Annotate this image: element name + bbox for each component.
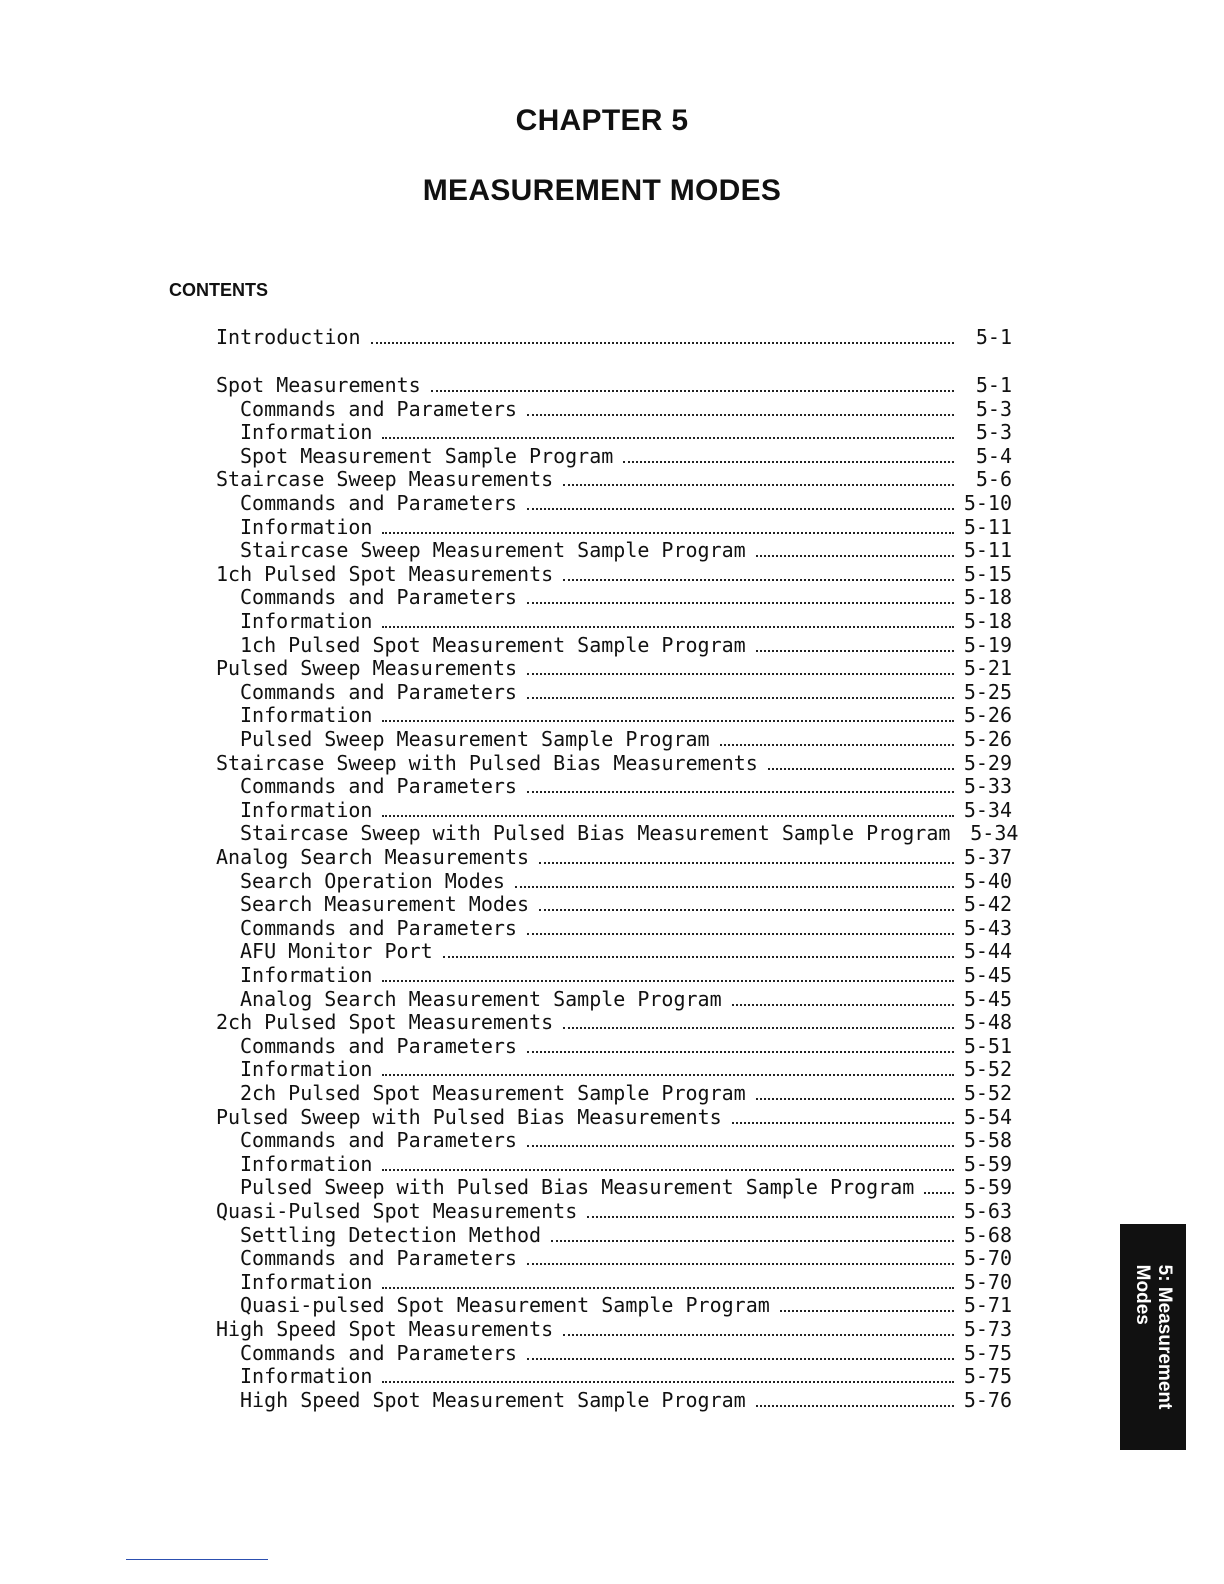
- toc-entry[interactable]: [216, 420, 1012, 444]
- toc-entry-title: Commands and Parameters: [240, 1033, 517, 1058]
- toc-entry[interactable]: [216, 1105, 1012, 1129]
- toc-dot-leader: [780, 1310, 954, 1312]
- toc-entry-page: 5-15: [963, 561, 1012, 586]
- toc-entry[interactable]: [216, 656, 1012, 680]
- toc-dot-leader: [371, 342, 955, 344]
- toc-dot-leader: [551, 1240, 954, 1242]
- toc-entry-page: 5-71: [963, 1293, 1012, 1318]
- toc-entry-title: Search Measurement Modes: [240, 892, 529, 917]
- toc-entry-page: 5-58: [963, 1128, 1012, 1153]
- toc-entry-title: Information: [240, 514, 373, 539]
- toc-entry-page: 5-26: [963, 703, 1012, 728]
- toc-dot-leader: [527, 1358, 954, 1360]
- toc-entry[interactable]: [216, 821, 1019, 846]
- toc-entry-title: Information: [240, 797, 373, 822]
- toc-entry-page: 5-70: [963, 1246, 1012, 1271]
- toc-entry[interactable]: [216, 562, 1012, 586]
- toc-dot-leader: [382, 815, 954, 817]
- toc-entry-page: 5-25: [963, 679, 1012, 704]
- toc-entry-title: Staircase Sweep with Pulsed Bias Measurements: [216, 750, 758, 775]
- toc-entry[interactable]: [216, 538, 1012, 562]
- toc-entry-title: Commands and Parameters: [240, 679, 517, 704]
- toc-entry-page: 5-18: [963, 609, 1012, 633]
- toc-entry[interactable]: [216, 774, 1012, 798]
- toc-entry[interactable]: [216, 963, 1012, 987]
- toc-entry-title: Information: [240, 1057, 373, 1082]
- side-tab-line-2: Modes: [1132, 1264, 1153, 1325]
- toc-entry[interactable]: [216, 325, 1012, 349]
- contents-heading: CONTENTS: [169, 280, 268, 300]
- toc-entry[interactable]: [216, 467, 1012, 491]
- toc-dot-leader: [924, 1192, 954, 1194]
- toc-dot-leader: [720, 744, 954, 746]
- toc-entry[interactable]: [216, 1199, 1012, 1223]
- toc-entry-title: Pulsed Sweep Measurement Sample Program: [240, 727, 710, 751]
- toc-entry-page: 5-59: [963, 1175, 1012, 1200]
- toc-entry-title: Commands and Parameters: [240, 774, 517, 799]
- toc-entry-page: 5-21: [963, 656, 1012, 681]
- toc-entry-page: 5-11: [963, 538, 1012, 563]
- toc-entry-page: 5-63: [963, 1199, 1012, 1223]
- toc-entry-page: 5-43: [963, 915, 1012, 940]
- toc-entry-page: 5-11: [963, 514, 1012, 539]
- toc-dot-leader: [527, 602, 954, 604]
- toc-entry-page: 5-1: [975, 325, 1012, 349]
- toc-entry-page: 5-44: [963, 939, 1012, 964]
- side-tab-line-1: 5: Measurement: [1154, 1264, 1175, 1410]
- toc-entry[interactable]: [216, 1293, 1012, 1317]
- toc-entry-title: Analog Search Measurement Sample Program: [240, 986, 722, 1011]
- toc-entry-title: Settling Detection Method: [240, 1222, 542, 1247]
- toc-dot-leader: [382, 980, 954, 982]
- toc-entry-title: Pulsed Sweep with Pulsed Bias Measurement Sample Program: [240, 1175, 915, 1200]
- toc-entry[interactable]: [216, 1246, 1012, 1270]
- toc-dot-leader: [382, 532, 954, 534]
- toc-entry-title: Information: [240, 963, 373, 987]
- toc-dot-leader: [756, 650, 954, 652]
- toc-entry-title: Staircase Sweep Measurement Sample Program: [240, 538, 746, 563]
- toc-entry-page: 5-52: [963, 1057, 1012, 1082]
- toc-dot-leader: [527, 1263, 954, 1265]
- toc-entry-title: Staircase Sweep Measurements: [216, 467, 554, 492]
- toc-entry[interactable]: [216, 869, 1012, 893]
- toc-entry-page: 5-40: [963, 868, 1012, 893]
- toc-entry-title: Information: [240, 420, 373, 445]
- toc-entry-page: 5-45: [963, 963, 1012, 987]
- toc-dot-leader: [563, 1027, 954, 1029]
- toc-entry-page: 5-19: [963, 632, 1012, 657]
- toc-entry[interactable]: [216, 892, 1012, 916]
- toc-entry[interactable]: [216, 1223, 1012, 1247]
- toc-entry-page: 5-48: [963, 1010, 1012, 1035]
- toc-entry-title: Commands and Parameters: [240, 1246, 517, 1271]
- toc-entry-title: Commands and Parameters: [240, 1128, 517, 1153]
- toc-entry[interactable]: [216, 680, 1012, 704]
- toc-dot-leader: [563, 484, 954, 486]
- toc-entry-page: 5-33: [963, 774, 1012, 799]
- toc-entry-page: 5-1: [975, 373, 1012, 397]
- toc-entry-title: Commands and Parameters: [240, 915, 517, 940]
- toc-entry[interactable]: [216, 397, 1012, 421]
- toc-dot-leader: [382, 1169, 954, 1171]
- toc-entry-page: 5-75: [963, 1364, 1012, 1389]
- toc-entry[interactable]: [216, 987, 1012, 1011]
- toc-entry[interactable]: [216, 939, 1012, 963]
- toc-entry-title: High Speed Spot Measurement Sample Program: [240, 1387, 746, 1412]
- toc-dot-leader: [527, 508, 954, 510]
- toc-entry[interactable]: [216, 444, 1012, 468]
- toc-entry[interactable]: [216, 609, 1012, 633]
- toc-entry[interactable]: [216, 798, 1012, 822]
- toc-entry[interactable]: [216, 727, 1012, 751]
- toc-entry-page: 5-18: [963, 585, 1012, 610]
- toc-entry-page: 5-45: [963, 986, 1012, 1011]
- toc-dot-leader: [756, 1098, 954, 1100]
- toc-entry-title: Pulsed Sweep Measurements: [216, 656, 518, 681]
- chapter-title: MEASUREMENT MODES: [422, 174, 782, 207]
- toc-entry-page: 5-29: [963, 750, 1012, 775]
- toc-entry-page: 5-73: [963, 1317, 1012, 1341]
- toc-entry-title: 1ch Pulsed Spot Measurements: [216, 561, 554, 586]
- toc-dot-leader: [382, 1287, 954, 1289]
- toc-entry[interactable]: [216, 1341, 1012, 1365]
- toc-entry-page: 5-4: [975, 443, 1012, 468]
- toc-entry-page: 5-70: [963, 1269, 1012, 1294]
- toc-dot-leader: [563, 579, 954, 581]
- chapter-side-tab[interactable]: [1120, 1224, 1186, 1450]
- toc-entry-page: 5-26: [963, 727, 1012, 751]
- toc-entry-title: Information: [240, 1364, 373, 1389]
- toc-entry-title: Quasi-Pulsed Spot Measurements: [216, 1199, 578, 1223]
- toc-entry-page: 5-42: [963, 892, 1012, 917]
- footnote-rule: [126, 1559, 268, 1560]
- toc-entry-page: 5-59: [963, 1151, 1012, 1176]
- toc-entry-page: 5-34: [963, 797, 1012, 822]
- toc-entry[interactable]: [216, 633, 1012, 657]
- toc-entry[interactable]: [216, 1081, 1012, 1105]
- toc-dot-leader: [756, 1405, 954, 1407]
- toc-entry-title: High Speed Spot Measurements: [216, 1317, 554, 1341]
- toc-dot-leader: [382, 1074, 954, 1076]
- toc-dot-leader: [515, 886, 954, 888]
- side-tab-label: [1131, 1265, 1175, 1410]
- toc-entry[interactable]: [216, 1057, 1012, 1081]
- toc-entry-title: Pulsed Sweep with Pulsed Bias Measurements: [216, 1104, 722, 1129]
- toc-dot-leader: [623, 461, 954, 463]
- toc-entry-page: 5-6: [975, 467, 1012, 492]
- toc-dot-leader: [382, 1381, 954, 1383]
- toc-entry-title: Search Operation Modes: [240, 868, 505, 893]
- toc-dot-leader: [527, 933, 954, 935]
- toc-entry[interactable]: [216, 1034, 1012, 1058]
- toc-entry-title: 2ch Pulsed Spot Measurements: [216, 1010, 554, 1035]
- toc-dot-leader: [382, 437, 954, 439]
- toc-entry-title: 2ch Pulsed Spot Measurement Sample Program: [240, 1081, 746, 1105]
- chapter-label: CHAPTER 5: [515, 104, 689, 137]
- toc-entry-title: Commands and Parameters: [240, 491, 517, 515]
- toc-entry-page: 5-52: [963, 1081, 1012, 1105]
- toc-entry-page: 5-10: [963, 491, 1012, 515]
- toc-dot-leader: [527, 414, 954, 416]
- toc-dot-leader: [563, 1334, 954, 1336]
- toc-dot-leader: [443, 956, 954, 958]
- toc-dot-leader: [382, 626, 954, 628]
- toc-dot-leader: [382, 720, 954, 722]
- toc-entry-title: Information: [240, 1269, 373, 1294]
- toc-dot-leader: [732, 1004, 954, 1006]
- toc-entry[interactable]: [216, 1010, 1012, 1034]
- toc-entry-title: 1ch Pulsed Spot Measurement Sample Program: [240, 632, 746, 657]
- toc-entry-title: Information: [240, 609, 373, 633]
- toc-entry-page: 5-51: [963, 1033, 1012, 1058]
- toc-dot-leader: [527, 1145, 954, 1147]
- toc-entry[interactable]: [216, 1175, 1012, 1199]
- toc-entry[interactable]: [216, 1317, 1012, 1341]
- toc-entry-page: 5-76: [963, 1387, 1012, 1412]
- toc-dot-leader: [756, 555, 954, 557]
- toc-entry-page: 5-3: [975, 420, 1012, 445]
- toc-entry-page: 5-54: [963, 1104, 1012, 1129]
- toc-dot-leader: [539, 862, 954, 864]
- toc-dot-leader: [431, 390, 954, 392]
- toc-entry-title: Information: [240, 703, 373, 728]
- toc-entry[interactable]: [216, 916, 1012, 940]
- toc-entry[interactable]: [216, 373, 1012, 397]
- toc-entry[interactable]: [216, 751, 1012, 775]
- toc-dot-leader: [732, 1122, 954, 1124]
- toc-entry-page: 5-3: [975, 396, 1012, 421]
- toc-entry-page: 5-34: [970, 821, 1019, 846]
- toc-entry-title: Information: [240, 1151, 373, 1176]
- toc-entry[interactable]: [216, 1270, 1012, 1294]
- toc-entry-title: Spot Measurements: [216, 373, 421, 397]
- toc-dot-leader: [527, 791, 954, 793]
- toc-entry-title: Quasi-pulsed Spot Measurement Sample Program: [240, 1293, 770, 1318]
- toc-entry[interactable]: [216, 845, 1012, 869]
- toc-entry-title: Analog Search Measurements: [216, 845, 530, 869]
- toc-entry-page: 5-37: [963, 845, 1012, 869]
- toc-entry-title: Staircase Sweep with Pulsed Bias Measurement Sample Program: [240, 821, 951, 846]
- toc-entry-title: Commands and Parameters: [240, 1340, 517, 1365]
- toc-entry-title: Commands and Parameters: [240, 585, 517, 610]
- toc-entry-title: Spot Measurement Sample Program: [240, 443, 614, 468]
- toc-entry[interactable]: [216, 585, 1012, 609]
- toc-dot-leader: [768, 768, 954, 770]
- toc-dot-leader: [527, 1051, 954, 1053]
- toc-entry[interactable]: [216, 703, 1012, 727]
- toc-entry[interactable]: [216, 491, 1012, 515]
- toc-entry-page: 5-75: [963, 1340, 1012, 1365]
- toc-entry[interactable]: [216, 1364, 1012, 1388]
- toc-entry[interactable]: [216, 1152, 1012, 1176]
- toc-entry[interactable]: [216, 1128, 1012, 1152]
- toc-entry-page: 5-68: [963, 1222, 1012, 1247]
- toc-entry-title: Introduction: [216, 325, 361, 349]
- toc-dot-leader: [527, 673, 954, 675]
- toc-dot-leader: [539, 909, 954, 911]
- toc-entry[interactable]: [216, 1388, 1012, 1412]
- toc-entry-title: AFU Monitor Port: [240, 939, 433, 964]
- toc-dot-leader: [587, 1216, 954, 1218]
- toc-entry-title: Commands and Parameters: [240, 396, 517, 421]
- toc-entry[interactable]: [216, 515, 1012, 539]
- toc-dot-leader: [527, 697, 954, 699]
